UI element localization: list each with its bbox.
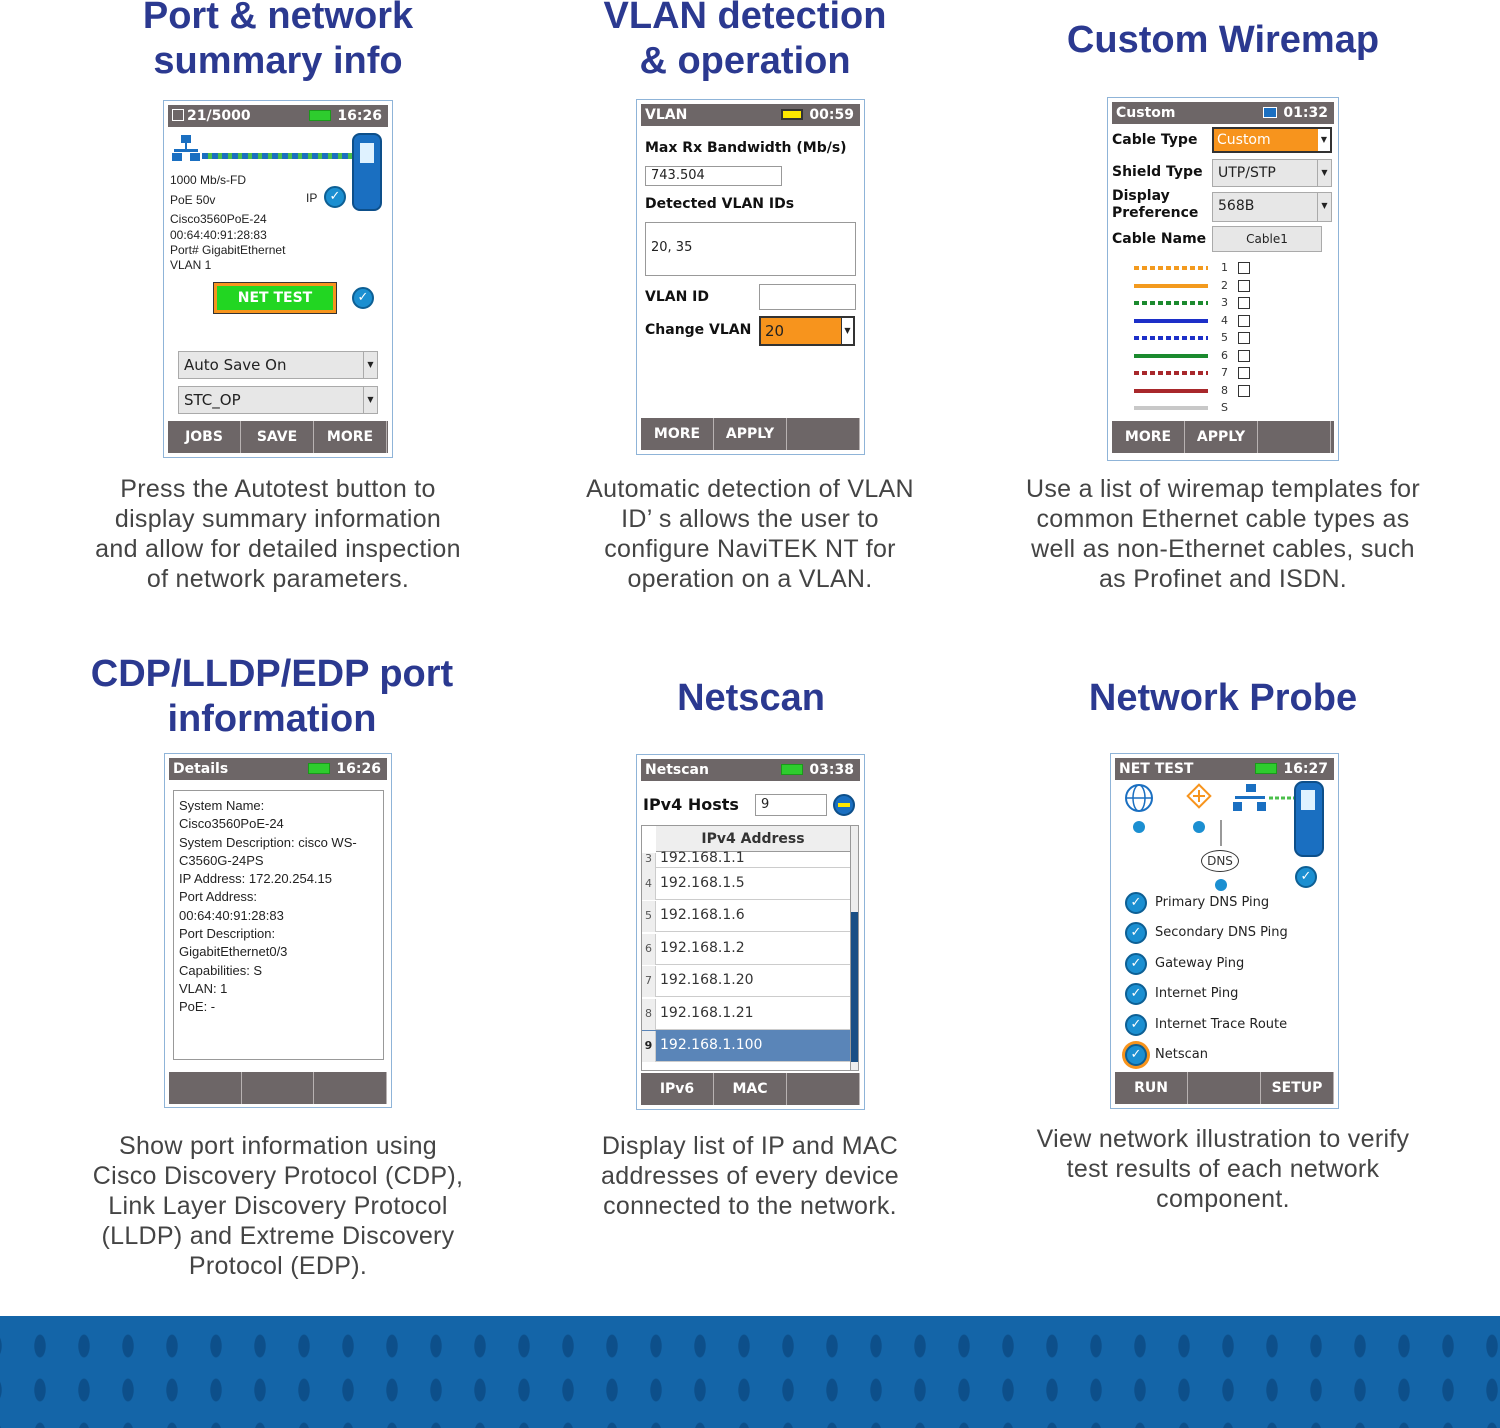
bandwidth-field[interactable]: 743.504 (645, 166, 782, 186)
cable-name-label: Cable Name (1112, 231, 1207, 247)
detail-line: GigabitEthernet0/3 (179, 944, 288, 960)
softkey-2[interactable] (242, 1072, 315, 1104)
save-button[interactable]: SAVE (241, 421, 314, 453)
ip-address: 192.168.1.20 (660, 972, 754, 989)
test-label: Internet Ping (1155, 986, 1239, 1002)
profile-dropdown[interactable] (178, 386, 378, 414)
caption-line: Automatic detection of VLAN (586, 475, 914, 503)
apply-button[interactable]: APPLY (1185, 421, 1258, 453)
wire-number: 2 (1221, 278, 1228, 292)
ip-address: 192.168.1.6 (660, 907, 745, 924)
heading-netscan (541, 676, 961, 721)
check-icon: ✓ (1125, 953, 1147, 975)
caption-netscan (535, 1131, 965, 1221)
wire-8 (1134, 389, 1208, 393)
caption-line: as Profinet and ISDN. (1098, 565, 1348, 593)
table-row[interactable] (642, 1030, 852, 1062)
caption-line: Link Layer Discovery Protocol (108, 1192, 448, 1220)
ip-address: 192.168.1.1 (660, 850, 745, 866)
wire-number: 8 (1221, 383, 1228, 397)
auto-save-dropdown[interactable] (178, 351, 378, 379)
screen-title: NET TEST (1119, 761, 1194, 777)
label-line: Preference (1112, 205, 1199, 221)
caption-line: View network illustration to verify (1036, 1125, 1410, 1153)
wire-5 (1134, 336, 1208, 340)
chevron-down-icon: ▼ (841, 318, 853, 344)
mac-address: 00:64:40:91:28:83 (170, 228, 267, 242)
jobs-button[interactable]: JOBS (168, 421, 241, 453)
row-index: 7 (642, 966, 656, 997)
ip-address: 192.168.1.21 (660, 1004, 754, 1021)
wire-checkbox[interactable] (1238, 350, 1250, 362)
row-index: 3 (642, 853, 656, 869)
details-box (173, 790, 384, 1060)
display-preference-dropdown[interactable] (1212, 192, 1332, 222)
caption-line: common Ethernet cable types as (1036, 505, 1410, 533)
link-speed: 1000 Mb/s-FD (170, 173, 247, 187)
ip-address: 192.168.1.2 (660, 939, 745, 956)
screen-title: VLAN (645, 107, 688, 123)
empty-softkey[interactable] (1188, 1072, 1261, 1104)
vlan-id-input[interactable] (759, 284, 856, 310)
table-row[interactable] (642, 933, 852, 965)
softkey-bar (1112, 421, 1334, 453)
check-icon: ✓ (1125, 1044, 1147, 1066)
caption-line: and allow for detailed inspection (95, 535, 461, 563)
empty-softkey[interactable] (787, 1073, 860, 1105)
chevron-down-icon: ▼ (1317, 193, 1331, 221)
detail-line: Capabilities: S (179, 962, 263, 978)
softkey-bar (1115, 1072, 1334, 1104)
cable-type-label: Cable Type (1112, 132, 1198, 148)
chevron-down-icon: ▼ (363, 352, 377, 378)
table-row[interactable] (642, 868, 852, 900)
change-vlan-dropdown[interactable] (759, 316, 855, 346)
wire-number: 6 (1221, 348, 1228, 362)
title-bar (641, 104, 860, 126)
heading-line: Netscan (677, 677, 825, 719)
wire-2 (1134, 284, 1208, 288)
caption-line: Protocol (EDP). (188, 1252, 368, 1280)
heading-line: CDP/LLDP/EDP port (90, 653, 454, 695)
title-bar (641, 759, 860, 781)
poe-voltage: PoE 50v (170, 193, 216, 207)
port-number: Port# GigabitEthernet (170, 243, 286, 257)
test-label: Netscan (1155, 1047, 1208, 1062)
wire-7 (1134, 371, 1208, 375)
battery-icon (781, 764, 803, 775)
check-icon: ✓ (324, 186, 346, 208)
title-bar (1115, 758, 1334, 780)
dropdown-value: STC_OP (184, 391, 241, 409)
cable-graphic (202, 153, 352, 159)
wire-number: 4 (1221, 313, 1228, 327)
ip-address: 192.168.1.100 (660, 1037, 763, 1053)
detail-line: Cisco3560PoE-24 (179, 816, 284, 832)
test-label: Gateway Ping (1155, 955, 1245, 971)
clock: 01:32 (1283, 105, 1328, 121)
caption-line: operation on a VLAN. (627, 565, 873, 593)
cable-name-button[interactable]: Cable1 (1212, 226, 1322, 252)
screen-title: Netscan (645, 762, 709, 778)
softkey-bar (641, 1073, 860, 1105)
title-bar (168, 105, 388, 127)
caption-line: Press the Autotest button to (120, 475, 436, 503)
detail-line: 00:64:40:91:28:83 (179, 907, 284, 923)
heading-line: Port & network (142, 0, 414, 37)
detected-vlan-field[interactable]: 20, 35 (645, 222, 856, 276)
change-vlan-label: Change VLAN (645, 322, 752, 338)
mac-button[interactable]: MAC (714, 1073, 787, 1105)
battery-icon (309, 110, 331, 121)
row-index: 6 (642, 934, 656, 965)
caption-line: Cisco Discovery Protocol (CDP), (92, 1162, 464, 1190)
screen-details (164, 753, 392, 1108)
detail-line: C3560G-24PS (179, 852, 264, 868)
switch-icon (1233, 784, 1266, 811)
wire-number: 5 (1221, 331, 1228, 344)
caption-line: of network parameters. (146, 565, 410, 593)
check-icon: ✓ (352, 287, 374, 309)
heading-network-probe (1013, 676, 1433, 721)
wire-checkbox[interactable] (1238, 367, 1250, 379)
caption-line: ID’ s allows the user to (621, 505, 879, 533)
run-button[interactable]: RUN (1115, 1072, 1188, 1104)
wire-checkbox[interactable] (1238, 297, 1250, 309)
heading-vlan (535, 0, 955, 84)
caption-custom-wiremap (1008, 474, 1438, 594)
collapse-icon[interactable] (833, 794, 855, 816)
empty-softkey[interactable] (1258, 421, 1331, 453)
router-icon (1188, 785, 1211, 808)
detail-line: Port Address: (179, 889, 258, 905)
decorative-band (0, 1316, 1500, 1428)
ipv6-button[interactable]: IPv6 (641, 1073, 714, 1105)
dropdown-value: UTP/STP (1218, 165, 1276, 181)
more-button[interactable]: MORE (641, 418, 714, 450)
label-line: Display (1112, 188, 1170, 204)
scrollbar[interactable] (850, 826, 858, 1070)
battery-icon (308, 763, 330, 774)
vlan-id-label: VLAN ID (645, 289, 710, 305)
heading-custom-wiremap (1013, 18, 1433, 63)
dropdown-value: Custom (1217, 132, 1271, 148)
shield-type-dropdown[interactable] (1212, 159, 1332, 187)
table-row[interactable] (642, 852, 852, 868)
table-row[interactable] (642, 965, 852, 997)
detail-line: PoE: - (179, 999, 216, 1015)
heading-line: summary info (153, 40, 403, 82)
table-row[interactable] (642, 900, 852, 932)
network-icon (172, 135, 200, 165)
caption-line: (LLDP) and Extreme Discovery (101, 1222, 455, 1250)
clock: 16:27 (1283, 761, 1328, 777)
wire-4 (1134, 319, 1208, 323)
caption-line: test results of each network (1066, 1155, 1380, 1183)
more-button[interactable]: MORE (1112, 421, 1185, 453)
detail-line: VLAN: 1 (179, 980, 228, 996)
heading-line: Custom Wiremap (1066, 19, 1380, 61)
check-icon: ✓ (1125, 1014, 1147, 1036)
wire-checkbox[interactable] (1238, 262, 1250, 274)
wire-3 (1134, 301, 1208, 305)
title-bar (1112, 102, 1334, 124)
display-preference-label (1112, 188, 1198, 222)
job-counter: 21/5000 (187, 108, 251, 124)
caption-line: display summary information (114, 505, 442, 533)
detail-line: System Name: (179, 798, 265, 813)
heading-line: VLAN detection (603, 0, 887, 37)
caption-line: addresses of every device (601, 1162, 899, 1190)
detail-line: System Description: cisco WS- (179, 834, 357, 850)
battery-icon (781, 109, 803, 120)
wire-1 (1134, 266, 1208, 270)
setup-button[interactable]: SETUP (1261, 1072, 1334, 1104)
apply-button[interactable]: APPLY (714, 418, 787, 450)
screen-wiremap (1107, 97, 1339, 461)
detected-vlan-label: Detected VLAN IDs (645, 196, 795, 212)
battery-icon (1255, 763, 1277, 774)
screen-vlan (636, 99, 865, 455)
dropdown-value: Auto Save On (184, 356, 287, 374)
clock: 16:26 (336, 761, 381, 777)
heading-port-network (68, 0, 488, 84)
caption-cdp-lldp (63, 1131, 493, 1281)
caption-line: configure NaviTEK NT for (604, 535, 896, 563)
chevron-down-icon: ▼ (363, 387, 377, 413)
wire-number: 3 (1221, 296, 1228, 309)
ipv4-hosts-label: IPv4 Hosts (643, 795, 739, 814)
wire-number: 7 (1221, 366, 1228, 379)
check-icon: ✓ (1125, 892, 1147, 914)
caption-line: well as non-Ethernet cables, such (1031, 535, 1415, 563)
wire-6 (1134, 354, 1208, 358)
chevron-down-icon: ▼ (1317, 160, 1331, 186)
ip-table (641, 825, 859, 1071)
row-index: 9 (642, 1031, 656, 1062)
caption-line: Use a list of wiremap templates for (1026, 475, 1420, 503)
caption-line: component. (1156, 1185, 1290, 1213)
clock: 16:26 (337, 108, 382, 124)
dns-icon: DNS (1201, 850, 1239, 872)
wire-checkbox[interactable] (1238, 315, 1250, 327)
vlan-info: VLAN 1 (170, 258, 212, 272)
wire-number: 1 (1221, 261, 1228, 274)
ipv4-hosts-field[interactable]: 9 (755, 794, 827, 816)
check-icon: ✓ (1295, 866, 1317, 888)
caption-network-probe (1008, 1124, 1438, 1214)
softkey-bar (641, 418, 860, 450)
screen-network-probe (1110, 753, 1339, 1109)
tester-icon (1295, 782, 1323, 856)
dropdown-value: 20 (765, 322, 785, 340)
check-icon: ✓ (1125, 983, 1147, 1005)
chevron-down-icon: ▼ (1318, 129, 1330, 151)
wire-checkbox[interactable] (1238, 332, 1250, 344)
caption-line: Display list of IP and MAC (601, 1132, 899, 1160)
ip-address: 192.168.1.5 (660, 875, 745, 891)
more-button[interactable]: MORE (314, 421, 387, 453)
softkey-3[interactable] (314, 1072, 387, 1104)
heading-line: Network Probe (1088, 677, 1358, 719)
detail-line: Port Description: (179, 926, 276, 942)
dropdown-value: 568B (1218, 198, 1255, 214)
row-index: 5 (642, 901, 656, 932)
globe-icon (1126, 785, 1152, 811)
wire-S (1134, 406, 1208, 410)
cable-type-dropdown[interactable] (1212, 127, 1332, 153)
column-header[interactable]: IPv4 Address (656, 826, 850, 852)
floppy-icon (172, 109, 184, 121)
test-label: Secondary DNS Ping (1155, 925, 1288, 941)
test-label: Internet Trace Route (1155, 1016, 1288, 1032)
check-icon: ✓ (1125, 922, 1147, 944)
shield-type-label: Shield Type (1112, 164, 1203, 180)
wire-number: S (1221, 401, 1228, 414)
clock: 00:59 (809, 107, 854, 123)
table-row[interactable] (642, 998, 852, 1030)
wire-checkbox[interactable] (1238, 280, 1250, 292)
screen-title: Custom (1116, 105, 1176, 121)
softkey-1[interactable] (169, 1072, 242, 1104)
caption-line: connected to the network. (603, 1192, 897, 1220)
heading-cdp-lldp (62, 652, 482, 742)
title-bar (169, 758, 387, 780)
bandwidth-label: Max Rx Bandwidth (Mb/s) (645, 140, 847, 156)
empty-softkey[interactable] (787, 418, 860, 450)
test-label: Primary DNS Ping (1155, 895, 1270, 910)
heading-line: & operation (639, 40, 851, 82)
softkey-bar (169, 1072, 387, 1104)
row-index: 8 (642, 999, 656, 1030)
screen-port-summary (163, 100, 393, 458)
screen-netscan (636, 754, 865, 1110)
wire-checkbox[interactable] (1238, 385, 1250, 397)
caption-port-network (63, 474, 493, 594)
battery-icon (1263, 107, 1277, 118)
ip-label: IP (306, 191, 318, 205)
caption-vlan (535, 474, 965, 594)
heading-line: information (167, 698, 377, 740)
softkey-bar (168, 421, 388, 453)
switch-name: Cisco3560PoE-24 (170, 212, 267, 226)
row-index: 4 (642, 869, 656, 900)
tester-icon (352, 133, 382, 211)
screen-title: Details (173, 761, 229, 777)
caption-line: Show port information using (119, 1132, 437, 1160)
clock: 03:38 (809, 762, 854, 778)
net-test-button[interactable]: NET TEST (214, 283, 336, 313)
detail-line: IP Address: 172.20.254.15 (179, 871, 332, 887)
